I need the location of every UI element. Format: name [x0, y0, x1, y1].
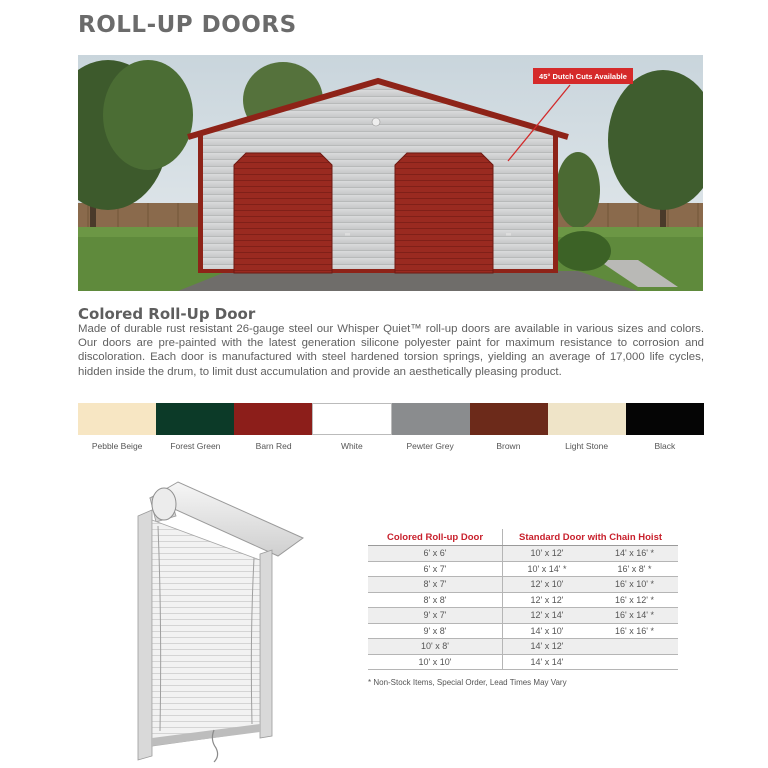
table-header-row — [368, 529, 678, 546]
swatch-label: White — [341, 441, 363, 451]
header-standard: Standard Door with Chain Hoist — [503, 529, 679, 546]
garage-photo — [78, 55, 703, 291]
swatch-pewter-grey — [392, 403, 470, 435]
swatch-label: Light Stone — [565, 441, 609, 451]
table-cell: 16' x 14' * — [591, 608, 678, 624]
table-cell: 8' x 8' — [368, 592, 503, 608]
table-cell: 16' x 8' * — [591, 561, 678, 577]
swatch-label: Brown — [496, 441, 521, 451]
table-cell: 12' x 12' — [503, 592, 592, 608]
table-cell: 14' x 12' — [503, 639, 592, 655]
table-cell: 16' x 12' * — [591, 592, 678, 608]
table-cell: 10' x 8' — [368, 639, 503, 655]
color-swatches — [78, 403, 704, 435]
header-colored: Colored Roll-up Door — [368, 529, 503, 546]
swatch-pebble-beige — [78, 403, 156, 435]
table-cell: 10' x 12' — [503, 546, 592, 562]
swatch-label: Pewter Grey — [406, 441, 454, 451]
table-row — [368, 561, 678, 577]
table-cell: 14' x 10' — [503, 623, 592, 639]
swatch-light-stone — [548, 403, 626, 435]
table-row — [368, 608, 678, 624]
table-row — [368, 654, 678, 670]
table-row — [368, 592, 678, 608]
swatch-label: Forest Green — [170, 441, 221, 451]
table-cell: 9' x 8' — [368, 623, 503, 639]
swatch-barn-red — [234, 403, 312, 435]
table-cell — [591, 639, 678, 655]
table-cell: 10' x 10' — [368, 654, 503, 670]
size-table — [368, 529, 678, 670]
callout-text: 45° Dutch Cuts Available — [539, 72, 627, 81]
table-row — [368, 546, 678, 562]
table-row — [368, 577, 678, 593]
roll-up-door-photo — [128, 476, 308, 766]
table-cell: 12' x 14' — [503, 608, 592, 624]
table-cell: 14' x 14' — [503, 654, 592, 670]
table-row — [368, 623, 678, 639]
table-cell: 6' x 7' — [368, 561, 503, 577]
swatch-label: Pebble Beige — [91, 441, 143, 451]
swatch-black — [626, 403, 704, 435]
table-cell: 6' x 6' — [368, 546, 503, 562]
table-cell: 16' x 16' * — [591, 623, 678, 639]
table-row — [368, 639, 678, 655]
color-labels — [78, 441, 704, 451]
table-cell: 9' x 7' — [368, 608, 503, 624]
section-subtitle: Colored Roll-Up Door — [78, 305, 256, 323]
table-cell — [591, 654, 678, 670]
swatch-forest-green — [156, 403, 234, 435]
swatch-white — [312, 403, 392, 435]
table-cell: 14' x 16' * — [591, 546, 678, 562]
swatch-label: Black — [654, 441, 676, 451]
size-table-section — [368, 529, 678, 687]
swatch-brown — [470, 403, 548, 435]
section-description: Made of durable rust resistant 26-gauge steel our Whisper Quiet™ roll-up doors are available in various sizes and colors. Our doors are pre-painted with the latest generation silicone polyester paint for maximum resistance to corrosion and discoloration. Each door is manufactured with steel hardened torsion springs, yielding an average of 17,000 life cycles, hidden inside the drum, to limit dust accumulation and provide an aesthetically pleasing product. — [78, 323, 704, 378]
table-cell: 16' x 10' * — [591, 577, 678, 593]
swatch-label: Barn Red — [255, 441, 292, 451]
table-footnote: * Non-Stock Items, Special Order, Lead Times May Vary — [368, 678, 567, 687]
table-cell: 8' x 7' — [368, 577, 503, 593]
table-cell: 12' x 10' — [503, 577, 592, 593]
table-cell: 10' x 14' * — [503, 561, 592, 577]
page-title: ROLL-UP DOORS — [78, 12, 297, 38]
